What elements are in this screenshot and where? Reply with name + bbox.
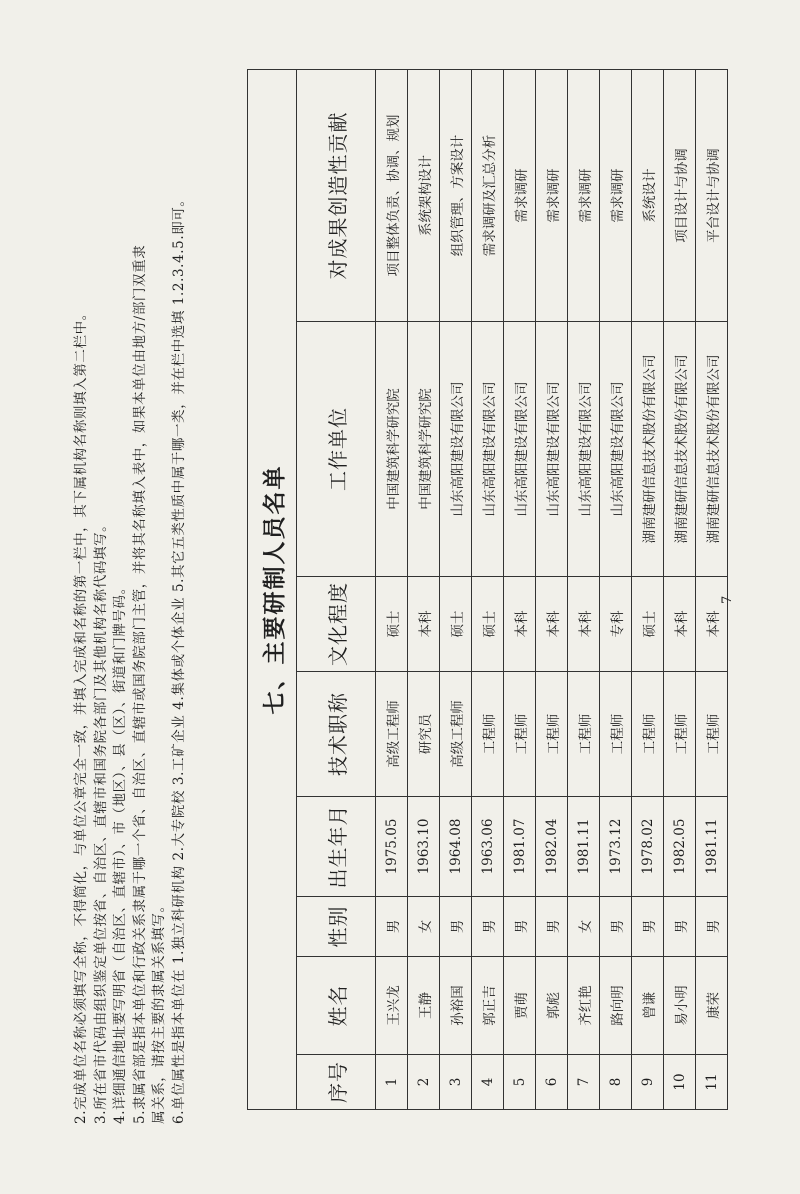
table-cell: 男: [472, 897, 504, 957]
table-cell: 需求调研及汇总分析: [472, 70, 504, 322]
table-row: [568, 70, 600, 1110]
table-cell: 1982.04: [536, 797, 568, 897]
table-cell: 康荣: [696, 957, 728, 1055]
table-cell: 男: [632, 897, 664, 957]
table-cell: 7: [568, 1055, 600, 1110]
table-cell: 工程师: [600, 672, 632, 797]
table-cell: 工程师: [472, 672, 504, 797]
table-cell: 硕士: [472, 577, 504, 672]
table-cell: 女: [408, 897, 440, 957]
table-cell: 山东高阳建设有限公司: [440, 322, 472, 577]
table-cell: 男: [536, 897, 568, 957]
table-cell: 工程师: [536, 672, 568, 797]
header-cell: 文化程度: [297, 577, 376, 672]
table-cell: 男: [376, 897, 408, 957]
table-title: 七、主要研制人员名单: [248, 70, 297, 1110]
note-line: 5.隶属省部是指本单位和行政关系隶属于哪一个省、自治区、直辖市或国务院部门主管，并将其名称填入表中，如果本单位由地方/部门双重隶: [131, 244, 148, 1124]
table-cell: 山东高阳建设有限公司: [600, 322, 632, 577]
notes-block: [72, 94, 189, 1124]
table-cell: 需求调研: [536, 70, 568, 322]
table-cell: 湖南建研信息技术股份有限公司: [664, 322, 696, 577]
table-cell: 郭正吉: [472, 957, 504, 1055]
table-cell: 平台设计与协调: [696, 70, 728, 322]
table-cell: 工程师: [504, 672, 536, 797]
table-row: [376, 70, 408, 1110]
table-cell: 4: [472, 1055, 504, 1110]
table-cell: 男: [600, 897, 632, 957]
table-row: [632, 70, 664, 1110]
table-cell: 硕士: [632, 577, 664, 672]
table-cell: 易小明: [664, 957, 696, 1055]
table-cell: 孙裕国: [440, 957, 472, 1055]
table-row: [696, 70, 728, 1110]
table-row: [472, 70, 504, 1110]
table-cell: 工程师: [632, 672, 664, 797]
table-cell: 本科: [696, 577, 728, 672]
note-line: 属关系，请按主要的隶属关系填写。: [151, 898, 167, 1124]
table-cell: 1982.05: [664, 797, 696, 897]
table-cell: 需求调研: [600, 70, 632, 322]
table-cell: 本科: [664, 577, 696, 672]
table-cell: 齐红艳: [568, 957, 600, 1055]
table-cell: 本科: [504, 577, 536, 672]
note-line: 4.详细通信地址要写明省（自治区、直辖市）、市（地区）、县（区）、街道和门牌号码。: [112, 580, 128, 1124]
table-cell: 湖南建研信息技术股份有限公司: [696, 322, 728, 577]
table-cell: 6: [536, 1055, 568, 1110]
table-cell: 王静: [408, 957, 440, 1055]
header-cell: 技术职称: [297, 672, 376, 797]
table-cell: 路向明: [600, 957, 632, 1055]
table-cell: 2: [408, 1055, 440, 1110]
table-cell: 曾谦: [632, 957, 664, 1055]
table-cell: 1981.07: [504, 797, 536, 897]
table-cell: 1964.08: [440, 797, 472, 897]
table-cell: 项目整体负责、协调、规划: [376, 70, 408, 322]
table-cell: 山东高阳建设有限公司: [536, 322, 568, 577]
table-cell: 男: [504, 897, 536, 957]
table-cell: 山东高阳建设有限公司: [504, 322, 536, 577]
note-line: 2.完成单位名称必须填写全称，不得简化，与单位公章完全一致，并填入完成和名称的第一栏中，其下属机构名称则填入第二栏中。: [73, 306, 89, 1124]
table-cell: 湖南建研信息技术股份有限公司: [632, 322, 664, 577]
table-cell: 中国建筑科学研究院: [408, 322, 440, 577]
table-cell: 工程师: [664, 672, 696, 797]
table-cell: 1981.11: [568, 797, 600, 897]
table-cell: 郭彪: [536, 957, 568, 1055]
header-cell: 对成果创造性贡献: [297, 70, 376, 322]
table-cell: 贾萌: [504, 957, 536, 1055]
note-line: 3.所在省市代码由组织鉴定单位按省、自治区、直辖市和国务院各部门及其他机构名称代码填写。: [92, 517, 109, 1124]
table-cell: 1978.02: [632, 797, 664, 897]
table-cell: 1963.06: [472, 797, 504, 897]
table-cell: 9: [632, 1055, 664, 1110]
table-cell: 需求调研: [568, 70, 600, 322]
table-cell: 1981.11: [696, 797, 728, 897]
table-row: [440, 70, 472, 1110]
table-cell: 1975.05: [376, 797, 408, 897]
table-row: [664, 70, 696, 1110]
table-cell: 3: [440, 1055, 472, 1110]
table-cell: 11: [696, 1055, 728, 1110]
header-cell: 性别: [297, 897, 376, 957]
table-cell: 高级工程师: [440, 672, 472, 797]
page-number: 7: [720, 595, 735, 604]
header-cell: 姓名: [297, 957, 376, 1055]
table-cell: 本科: [568, 577, 600, 672]
table-cell: 组织管理、方案设计: [440, 70, 472, 322]
table-cell: 男: [696, 897, 728, 957]
table-cell: 山东高阳建设有限公司: [472, 322, 504, 577]
header-cell: 工作单位: [297, 322, 376, 577]
table-cell: 项目设计与协调: [664, 70, 696, 322]
table-cell: 5: [504, 1055, 536, 1110]
table-cell: 王兴龙: [376, 957, 408, 1055]
table-cell: 男: [440, 897, 472, 957]
table-cell: 男: [664, 897, 696, 957]
table-cell: 山东高阳建设有限公司: [568, 322, 600, 577]
table-cell: 工程师: [696, 672, 728, 797]
table-cell: 中国建筑科学研究院: [376, 322, 408, 577]
table-cell: 10: [664, 1055, 696, 1110]
table-cell: 女: [568, 897, 600, 957]
table-cell: 8: [600, 1055, 632, 1110]
table-cell: 本科: [408, 577, 440, 672]
table-cell: 本科: [536, 577, 568, 672]
table-cell: 系统设计: [632, 70, 664, 322]
table-cell: 需求调研: [504, 70, 536, 322]
table-cell: 1973.12: [600, 797, 632, 897]
table-cell: 1963.10: [408, 797, 440, 897]
personnel-table: [247, 69, 728, 1110]
header-cell: 出生年月: [297, 797, 376, 897]
table-cell: 系统架构设计: [408, 70, 440, 322]
table-cell: 硕士: [376, 577, 408, 672]
table-cell: 高级工程师: [376, 672, 408, 797]
header-cell: 序号: [297, 1055, 376, 1110]
table-cell: 专科: [600, 577, 632, 672]
table-cell: 工程师: [568, 672, 600, 797]
table-cell: 硕士: [440, 577, 472, 672]
table-row: [504, 70, 536, 1110]
table-row: [408, 70, 440, 1110]
table-row: [600, 70, 632, 1110]
table-cell: 研究员: [408, 672, 440, 797]
table-row: [536, 70, 568, 1110]
table-cell: 1: [376, 1055, 408, 1110]
note-line: 6.单位属性是指本单位在 1.独立科研机构 2.大专院校 3.工矿企业 4.集体或个体企业 5.其它五类性质中属于哪一类，并在栏中选填 1.2.3.4.5.即可。: [170, 192, 187, 1124]
